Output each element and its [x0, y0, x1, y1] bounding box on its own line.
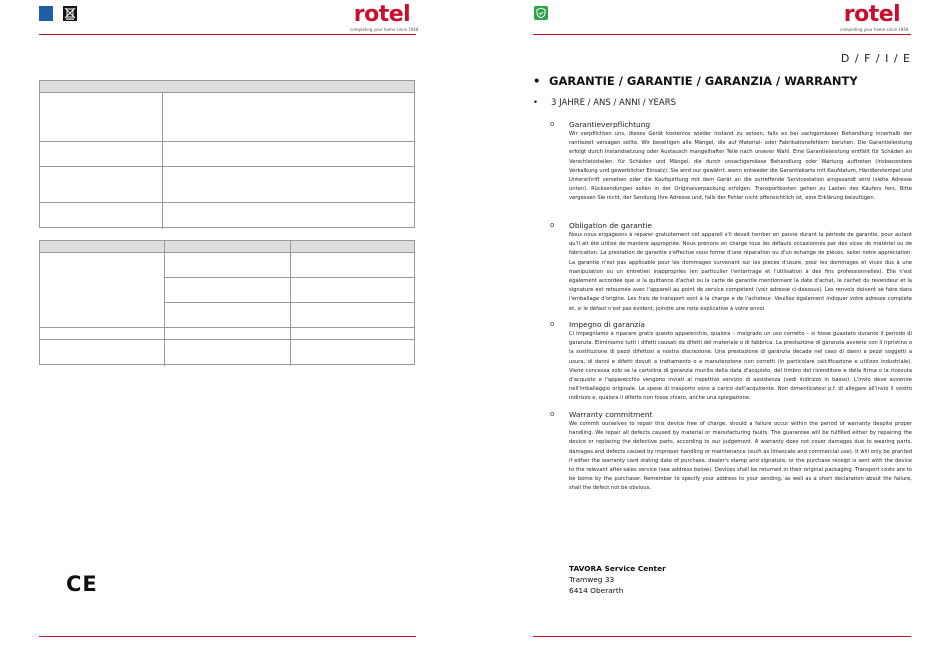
section-heading: Impegno di garanzia [569, 320, 645, 329]
crossed-bin-icon [63, 6, 77, 21]
brand-tagline: completing your home since 1948 [840, 27, 909, 32]
service-center-city: 6414 Oberarth [569, 586, 624, 595]
bullet-icon: • [533, 74, 541, 88]
brand-logo-word: rotel [843, 2, 901, 27]
section-heading: Garantieverpflichtung [569, 120, 651, 129]
brand-logo [350, 2, 419, 32]
section-body: We commit ourselves to repair this device free of charge, should a failure occur within the period of warranty despite proper handling. We repair all defects caused by material or manufacturing faults. The guarantee will be fulfilled either by repairing the device or replacing the defective parts, according to our judgement. A warranty does not cover damages due to wearing parts, damages and defects caused by improper handling or maintenance (such as limescale and commercial use). It will only be granted if either the warranty card stating date of purchase, dealer's stamp and signature, or the purchase receipt is sent with the device to the relevant after-sales service (see address below). Devices shall be returned in their original packaging. Transport costs are to be borne by the purchaser. Remember to specify your address to your sending, as well as a short declaration about the failure, shall the defect not be obvious. [569, 421, 912, 492]
header-rule [533, 34, 911, 35]
warranty-title [533, 74, 858, 88]
footer-rule [39, 636, 416, 637]
brand-logo-word: rotel [353, 2, 411, 27]
table-row-divider [40, 339, 414, 340]
warranty-subtitle-text: 3 JAHRE / ANS / ANNI / YEARS [551, 98, 677, 108]
header-rule [39, 34, 416, 35]
table-row-divider [164, 277, 414, 278]
service-center-street: Tramweg 33 [569, 575, 615, 584]
section-german [552, 120, 912, 204]
section-french [552, 221, 912, 314]
section-italian [552, 320, 912, 404]
ce-mark: CE [66, 572, 98, 596]
warranty-card-table-2 [39, 240, 415, 365]
warranty-subtitle [533, 98, 676, 108]
brand-logo [840, 2, 909, 32]
table-row-divider [164, 302, 414, 303]
circle-bullet-icon: o [550, 221, 555, 229]
brand-tagline: completing your home since 1948 [350, 27, 419, 32]
table-column-divider [162, 92, 163, 229]
language-codes: D / F / I / E [840, 52, 911, 65]
section-body: Ci impegniamo a riparare gratis questo apparecchio, qualora – malgrado un uso corretto – si fosse guastato durante il periodo di garanzia. Eliminiamo tutti i difetti causati da difetti del materiale o di fabbrica. La prestazione di garanzia avviene con il ripristino o la sostituzione di pezzi difettosi a nostra discrezione. Una prestazione di garanzia decade nel caso di danni a pezzi soggetti a usura, di danni e difetti dovuti a trattamento o a manutenzione non corretti (in particolare calcificazione e utilizzo industriale). Viene concessa solo se la cartolina di garanzia munita della data d'acquisto, del timbro del rivenditore e della firma o la ricevuta d'acquisto e l'apparecchio vengono inviati al rispettivo servizio di assistenza (vedi indirizzo in basso). L'invio deve avvenire nell'imballaggio originale. Le spese di trasporto sono a carico dell'acquirente. Non dimenticatevi p.f. di allegare all'invio il vostro indirizzo e, qualora il difetto non fosse chiaro, anche una spiegazione. [569, 331, 912, 402]
table-header-bar [40, 81, 414, 93]
section-english [552, 410, 912, 494]
service-center-name: TAVORA Service Center [569, 564, 666, 573]
circle-bullet-icon: o [550, 120, 555, 128]
section-heading: Warranty commitment [569, 410, 653, 419]
service-address [569, 563, 666, 596]
warranty-title-text: GARANTIE / GARANTIE / GARANZIA / WARRANTY [549, 74, 858, 88]
table-header-bar [40, 241, 414, 253]
circle-bullet-icon: o [550, 320, 555, 328]
section-body: Nous nous engageons à réparer gratuitement cet appareil s'il devait tomber en panne durant la période de garantie, pour autant qu'il ait été utilisé de manière appropriée. Nous prenons en charge tous les défauts occasionnés par des vices de matériel ou de fabrication. La prestation de garantie s'effectue sous forme d'une réparation ou d'un échange de pièces, selon notre appréciation. La garantie n'est pas applicable pour les dommages survenant sur les pièces d'usure, pour les dommages et vices dus à une manipulation ou un entretien inappropriés (en particulier l'entartrage et l'utilisation à des fins professionnelles). Elle n'est également accordée que si la quittance d'achat ou la carte de garantie mentionnant la date d'achat, le cachet du revendeur et la signature est retournée avec l'appareil au point de service compétent (voir adresse ci-dessous). Les renvois doivent se faire dans l'emballage d'origine. Les frais de transport sont à la charge e de l'acheteur. Veuillez également indiquer votre adresse complète et, si le défaut n'est pas évident, joindre une note explicative à votre envoi. [569, 232, 912, 312]
footer-rule [533, 636, 911, 637]
table-row-divider [40, 141, 414, 142]
section-body: Wir verpflichten uns, dieses Gerät kostenlos wieder instand zu setzen, falls es bei sachgemässer Behandlung innerhalb der rantiezeit versagen sollte. Wir beseitigen alle Mängel, die auf Material- oder Fabrikationsfehlern beruhen. Die Garantieleistung erfolgt durch Instandsetzung oder Austausch mangelhafter Teile nach unserer Wahl. Eine Garantieleistung entfällt für Schäden an Verschleissteilen, für Schäden und Mängel, die durch unsachgemässe Behandlung oder Wartung auftreten (insbesondere Verkalkung und gewerblicher Einsatz). Sie wird nur gewährt, wenn entweder die Garantiekarte mit Kaufdatum, Händlerstempel und Unterschrift versehen oder die Kaufquittung mit dem Gerät an die zutreffende Servicestation eingesandt wird (siehe Adresse unten). Rücksendungen sollen in der Originalverpackung erfolgen. Transportkosten gehen zu Lasten des Käufers fers. Bitte vergessen Sie nicht, der Sendung Ihre Adresse und, falls der Fehler nicht offensichtlich ist, eine Erklärung beizufügen. [569, 131, 912, 202]
warranty-card-table-1 [39, 80, 415, 228]
table-column-divider [290, 241, 291, 366]
bullet-icon: • [533, 98, 539, 108]
circle-bullet-icon: o [550, 410, 555, 418]
table-row-divider [40, 327, 414, 328]
table-column-divider [164, 241, 165, 366]
section-heading: Obligation de garantie [569, 221, 652, 230]
shield-check-icon [534, 6, 548, 20]
blue-square-icon [39, 6, 53, 21]
table-row-divider [40, 202, 414, 203]
table-row-divider [40, 166, 414, 167]
